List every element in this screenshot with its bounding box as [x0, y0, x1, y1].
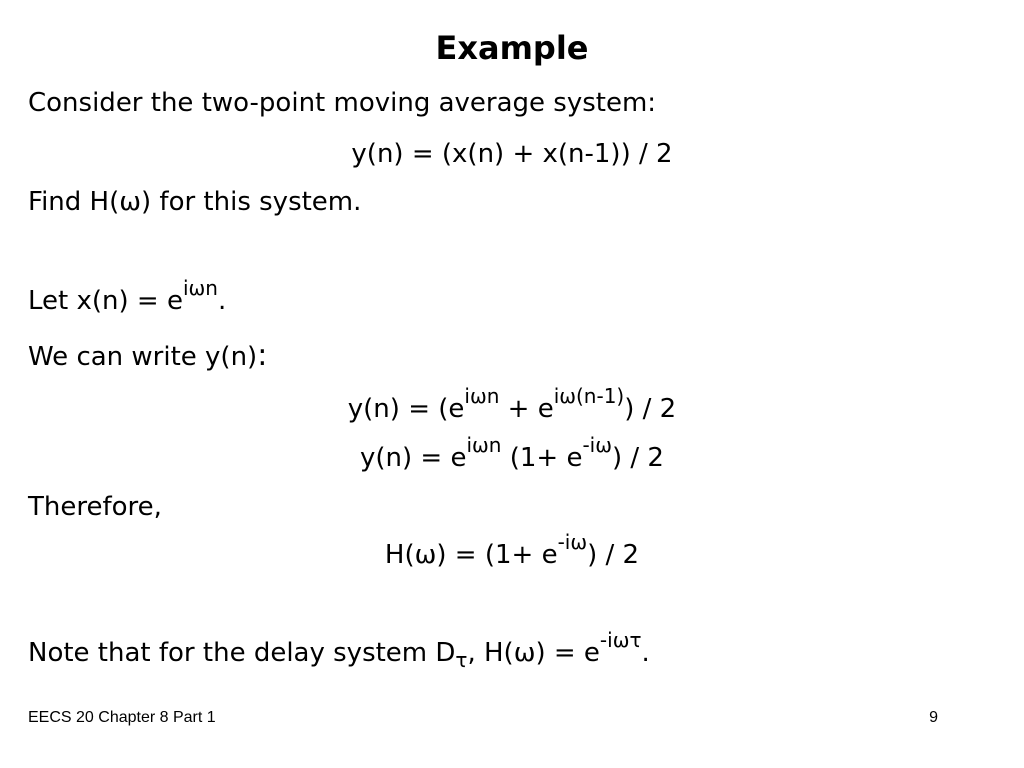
eq1-part-c: ) / 2 [624, 394, 677, 424]
write-output-text [28, 339, 267, 374]
eq2-part-b: (1+ e [501, 443, 583, 473]
slide-title: Example [435, 29, 589, 67]
eq1-exponent-1: iωn [464, 384, 500, 409]
write-output-label: We can write y(n) [28, 342, 258, 372]
eq2-part-c: ) / 2 [612, 443, 664, 473]
note-part-a: Note that for the delay system D [28, 638, 456, 668]
input-definition [28, 276, 227, 318]
input-def-exponent: iωn [182, 276, 218, 301]
task-text: Find H(ω) for this system. [28, 187, 362, 217]
system-equation: y(n) = (x(n) + x(n-1)) / 2 [351, 139, 673, 169]
eq2-exponent-1: iωn [466, 433, 502, 458]
page-number: 9 [929, 709, 938, 726]
write-output-colon: : [257, 338, 268, 373]
note-subscript: τ [455, 648, 468, 673]
footer-course-label: EECS 20 Chapter 8 Part 1 [28, 709, 216, 726]
eq1-part-b: + e [499, 394, 554, 424]
input-def-tail: . [217, 286, 227, 316]
input-def-base: Let x(n) = e [28, 286, 183, 316]
eq1-part-a: y(n) = (e [347, 394, 465, 424]
note-part-c: . [641, 638, 650, 668]
intro-text: Consider the two-point moving average system: [28, 88, 657, 118]
output-equation-1 [0, 384, 1024, 426]
eq2-part-a: y(n) = e [360, 443, 467, 473]
frequency-response-equation [0, 530, 1024, 572]
h-exponent: -iω [557, 530, 588, 555]
note-part-b: , H(ω) = e [467, 638, 600, 668]
delay-note [28, 628, 650, 673]
h-part-b: ) / 2 [587, 540, 640, 570]
output-equation-2 [0, 433, 1024, 475]
note-exponent: -iωτ [599, 628, 642, 653]
eq2-exponent-2: -iω [582, 433, 612, 458]
eq1-exponent-2: iω(n-1) [553, 384, 625, 409]
h-part-a: H(ω) = (1+ e [384, 540, 558, 570]
therefore-text: Therefore, [28, 492, 162, 522]
